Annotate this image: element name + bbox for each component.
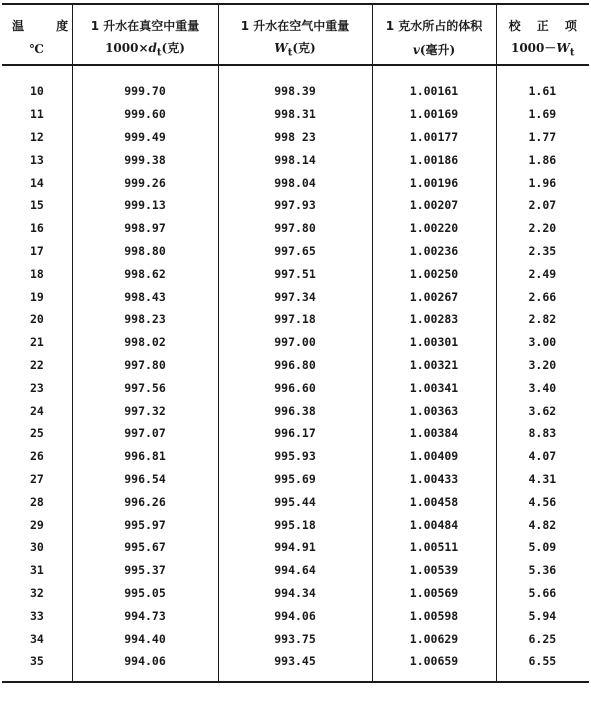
temperature-cell: 14: [2, 171, 72, 194]
correction-cell: 2.35: [528, 243, 557, 258]
temperature-cell: 27: [2, 468, 72, 491]
table-row: [2, 171, 589, 194]
temperature-cell: 17: [2, 240, 72, 263]
correction-cell: 2.20: [528, 221, 557, 236]
vacuum-weight-cell: 996.54: [72, 468, 218, 491]
volume-cell: 1.00363: [372, 399, 496, 422]
table-row: [2, 399, 589, 422]
volume-cell: 1.00177: [372, 126, 496, 149]
volume-cell: 1.00629: [372, 627, 496, 650]
air-weight-cell: 993.75: [218, 627, 372, 650]
vacuum-weight-cell: 998.62: [72, 262, 218, 285]
header-volume: 1 克水所占的体积: [372, 4, 496, 34]
correction-cell: 1.69: [528, 107, 557, 122]
table-row: [2, 559, 589, 582]
air-weight-cell: 995.44: [218, 490, 372, 513]
correction-cell: 5.94: [528, 608, 557, 623]
vacuum-weight-cell: 998.02: [72, 331, 218, 354]
vacuum-weight-cell: 994.40: [72, 627, 218, 650]
correction-cell: 6.25: [528, 631, 557, 646]
table-body: [2, 65, 589, 682]
air-weight-cell: 997.34: [218, 285, 372, 308]
table-row: [2, 103, 589, 126]
temperature-cell: 32: [2, 582, 72, 605]
air-weight-cell: 997.51: [218, 262, 372, 285]
table-row: [2, 490, 589, 513]
correction-formula-prefix: 1000－: [510, 41, 557, 56]
table-row: [2, 650, 589, 682]
table-header: [2, 4, 589, 65]
table-row: [2, 627, 589, 650]
air-formula-sub: t: [287, 47, 293, 59]
table-row: [2, 262, 589, 285]
correction-cell: 5.09: [528, 540, 557, 555]
correction-cell: 4.31: [528, 471, 557, 486]
correction-cell: 4.82: [528, 517, 557, 532]
table-row: [2, 331, 589, 354]
temperature-cell: 31: [2, 559, 72, 582]
header-correction-formula: [496, 34, 589, 65]
table-row: [2, 194, 589, 217]
air-weight-cell: 997.93: [218, 194, 372, 217]
correction-cell: 3.62: [528, 403, 557, 418]
vacuum-weight-cell: 999.49: [72, 126, 218, 149]
air-weight-cell: 993.45: [218, 650, 372, 682]
correction-cell: 3.20: [528, 357, 557, 372]
air-weight-cell: 997.18: [218, 308, 372, 331]
correction-cell: 2.66: [528, 289, 557, 304]
correction-cell: 2.07: [528, 198, 557, 213]
volume-cell: 1.00236: [372, 240, 496, 263]
temperature-cell: 35: [2, 650, 72, 682]
header-correction: 校 正 项: [508, 19, 583, 33]
temperature-cell: 20: [2, 308, 72, 331]
air-weight-cell: 995.69: [218, 468, 372, 491]
correction-cell: 4.07: [528, 449, 557, 464]
table-row: [2, 126, 589, 149]
table-row: [2, 285, 589, 308]
air-weight-cell: 994.34: [218, 582, 372, 605]
temperature-cell: 12: [2, 126, 72, 149]
correction-cell: 2.49: [528, 266, 557, 281]
volume-cell: 1.00220: [372, 217, 496, 240]
vacuum-formula-unit: (克): [161, 41, 185, 56]
temperature-cell: 30: [2, 536, 72, 559]
vacuum-weight-cell: 996.26: [72, 490, 218, 513]
temperature-cell: 33: [2, 604, 72, 627]
volume-cell: 1.00301: [372, 331, 496, 354]
temperature-cell: 22: [2, 354, 72, 377]
temperature-cell: 29: [2, 513, 72, 536]
correction-cell: 1.96: [528, 175, 557, 190]
table-row: [2, 582, 589, 605]
air-weight-cell: 998.31: [218, 103, 372, 126]
air-weight-cell: 996.38: [218, 399, 372, 422]
correction-cell: 8.83: [528, 426, 557, 441]
vacuum-weight-cell: 994.06: [72, 650, 218, 682]
correction-formula-sub: t: [569, 47, 575, 59]
air-weight-cell: 995.18: [218, 513, 372, 536]
vacuum-weight-cell: 995.05: [72, 582, 218, 605]
temperature-cell: 11: [2, 103, 72, 126]
volume-cell: 1.00409: [372, 445, 496, 468]
table-row: [2, 468, 589, 491]
correction-cell: 5.36: [528, 563, 557, 578]
air-weight-cell: 998.04: [218, 171, 372, 194]
air-formula-unit: (克): [292, 41, 316, 56]
vacuum-weight-cell: 997.80: [72, 354, 218, 377]
air-weight-cell: 998.14: [218, 148, 372, 171]
table-row: [2, 354, 589, 377]
air-weight-cell: 995.93: [218, 445, 372, 468]
vacuum-weight-cell: 996.81: [72, 445, 218, 468]
vacuum-weight-cell: 995.37: [72, 559, 218, 582]
vacuum-weight-cell: 997.32: [72, 399, 218, 422]
vacuum-weight-cell: 999.60: [72, 103, 218, 126]
vacuum-weight-cell: 998.23: [72, 308, 218, 331]
temperature-cell: 18: [2, 262, 72, 285]
table-row: [2, 308, 589, 331]
air-weight-cell: 997.80: [218, 217, 372, 240]
air-weight-cell: 998.39: [218, 65, 372, 103]
table-row: [2, 536, 589, 559]
header-air-weight: 1 升水在空气中重量: [218, 4, 372, 34]
correction-cell: 1.77: [528, 129, 557, 144]
volume-formula-var: v: [412, 42, 420, 57]
correction-cell: 5.66: [528, 585, 557, 600]
volume-cell: 1.00384: [372, 422, 496, 445]
vacuum-weight-cell: 995.67: [72, 536, 218, 559]
temperature-cell: 34: [2, 627, 72, 650]
table-row: [2, 445, 589, 468]
air-weight-cell: 994.64: [218, 559, 372, 582]
temperature-cell: 28: [2, 490, 72, 513]
volume-cell: 1.00569: [372, 582, 496, 605]
header-air-weight-formula: [218, 34, 372, 65]
table-row: [2, 513, 589, 536]
temperature-cell: 13: [2, 148, 72, 171]
vacuum-weight-cell: 998.97: [72, 217, 218, 240]
water-density-table: [2, 3, 589, 683]
temperature-cell: 21: [2, 331, 72, 354]
air-weight-cell: 996.17: [218, 422, 372, 445]
volume-formula-unit: (毫升): [419, 42, 456, 57]
temperature-cell: 19: [2, 285, 72, 308]
volume-cell: 1.00169: [372, 103, 496, 126]
temperature-cell: 15: [2, 194, 72, 217]
vacuum-weight-cell: 999.13: [72, 194, 218, 217]
air-weight-cell: 996.60: [218, 376, 372, 399]
air-formula-var: W: [274, 41, 288, 56]
temperature-cell: 16: [2, 217, 72, 240]
vacuum-weight-cell: 997.07: [72, 422, 218, 445]
volume-cell: 1.00250: [372, 262, 496, 285]
volume-cell: 1.00321: [372, 354, 496, 377]
air-weight-cell: 996.80: [218, 354, 372, 377]
table-row: [2, 217, 589, 240]
volume-cell: 1.00458: [372, 490, 496, 513]
temperature-cell: 10: [2, 65, 72, 103]
volume-cell: 1.00598: [372, 604, 496, 627]
header-row-1: [2, 4, 589, 34]
header-row-2: [2, 34, 589, 65]
volume-cell: 1.00161: [372, 65, 496, 103]
volume-cell: 1.00511: [372, 536, 496, 559]
correction-cell: 1.61: [528, 84, 557, 99]
vacuum-weight-cell: 998.80: [72, 240, 218, 263]
correction-cell: 4.56: [528, 494, 557, 509]
header-vacuum-weight: 1 升水在真空中重量: [72, 4, 218, 34]
vacuum-weight-cell: 999.70: [72, 65, 218, 103]
air-weight-cell: 994.91: [218, 536, 372, 559]
volume-cell: 1.00283: [372, 308, 496, 331]
correction-cell: 6.55: [496, 650, 589, 682]
header-temperature-unit: ℃: [2, 34, 72, 65]
correction-cell: 3.00: [528, 335, 557, 350]
vacuum-formula-sub: t: [156, 47, 162, 59]
air-weight-cell: 998 23: [218, 126, 372, 149]
vacuum-weight-cell: 999.38: [72, 148, 218, 171]
vacuum-weight-cell: 999.26: [72, 171, 218, 194]
table-row: [2, 240, 589, 263]
vacuum-weight-cell: 998.43: [72, 285, 218, 308]
volume-cell: 1.00484: [372, 513, 496, 536]
volume-cell: 1.00196: [372, 171, 496, 194]
air-weight-cell: 994.06: [218, 604, 372, 627]
header-temperature: 温 度: [2, 4, 72, 34]
vacuum-weight-cell: 994.73: [72, 604, 218, 627]
vacuum-weight-cell: 997.56: [72, 376, 218, 399]
temperature-cell: 25: [2, 422, 72, 445]
temperature-cell: 24: [2, 399, 72, 422]
header-volume-formula: [372, 34, 496, 65]
volume-cell: 1.00207: [372, 194, 496, 217]
vacuum-weight-cell: 995.97: [72, 513, 218, 536]
volume-cell: 1.00659: [372, 650, 496, 682]
volume-cell: 1.00433: [372, 468, 496, 491]
air-weight-cell: 997.00: [218, 331, 372, 354]
vacuum-formula-prefix: 1000×: [105, 41, 149, 56]
table-row: [2, 65, 589, 103]
air-weight-cell: 997.65: [218, 240, 372, 263]
correction-cell: 1.86: [528, 152, 557, 167]
table-row: [2, 422, 589, 445]
table-row: [2, 148, 589, 171]
correction-cell: 3.40: [528, 380, 557, 395]
volume-cell: 1.00186: [372, 148, 496, 171]
volume-cell: 1.00539: [372, 559, 496, 582]
table-row: [2, 604, 589, 627]
volume-cell: 1.00267: [372, 285, 496, 308]
correction-cell: 2.82: [528, 312, 557, 327]
temperature-cell: 23: [2, 376, 72, 399]
volume-cell: 1.00341: [372, 376, 496, 399]
correction-formula-var: W: [556, 41, 570, 56]
table-row: [2, 376, 589, 399]
header-vacuum-weight-formula: [72, 34, 218, 65]
vacuum-formula-var: d: [148, 41, 157, 56]
water-density-table-container: [2, 3, 589, 683]
temperature-cell: 26: [2, 445, 72, 468]
